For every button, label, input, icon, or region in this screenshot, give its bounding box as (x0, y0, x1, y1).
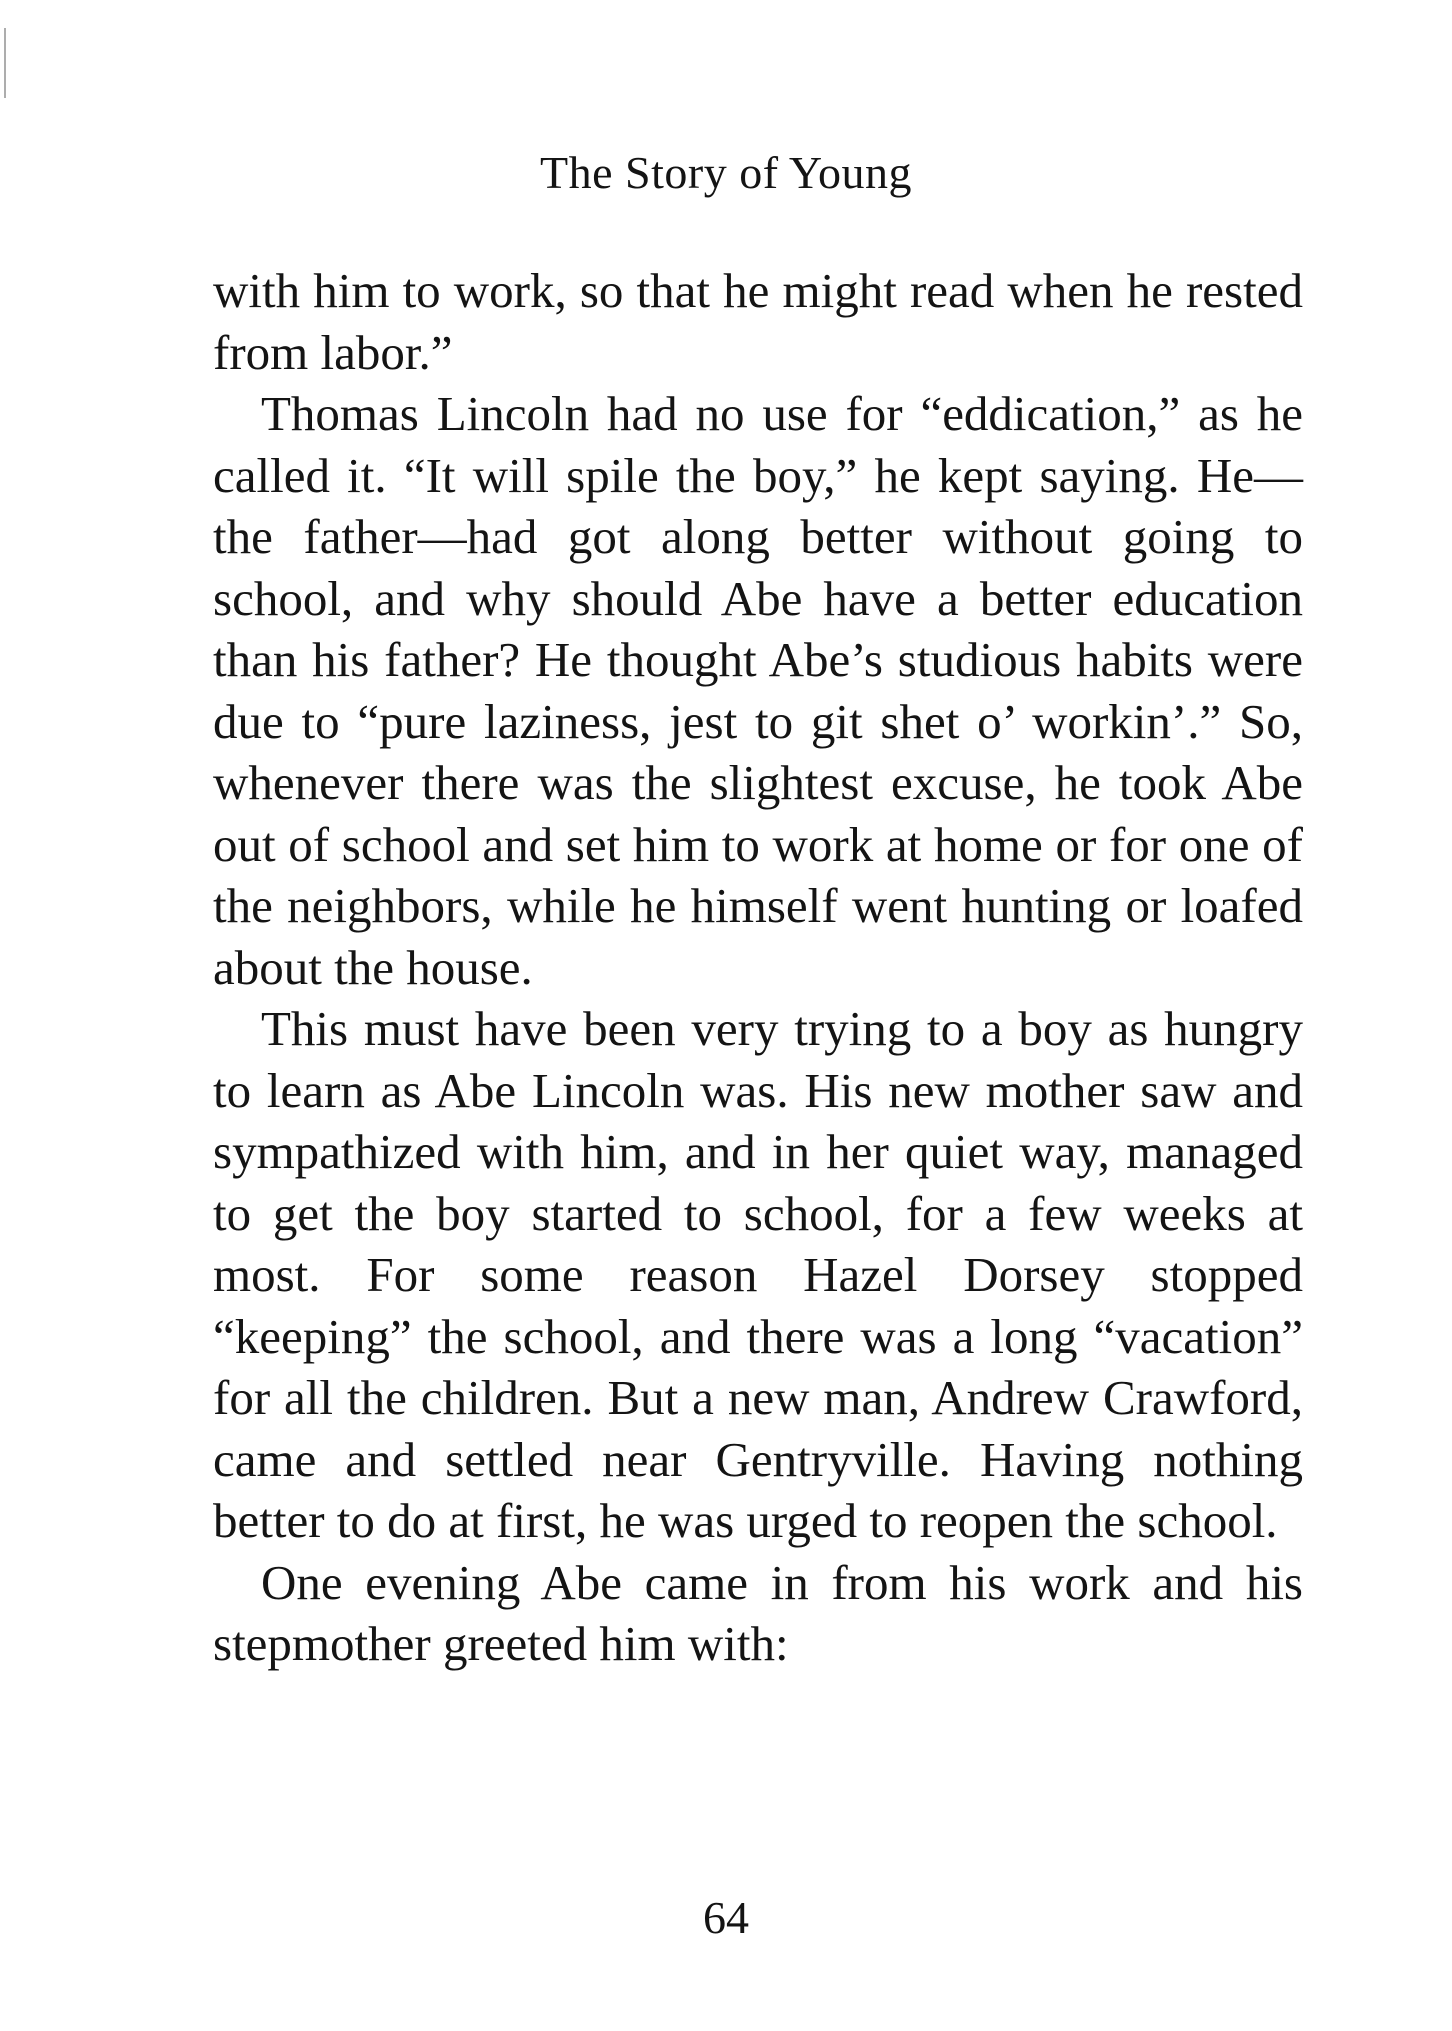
paragraph-one-evening: One evening Abe came in from his work and his stepmother greeted him with: (213, 1554, 1303, 1671)
page-edge-mark (4, 28, 12, 98)
paragraph-continuation: with him to work, so that he might read when he rested from labor.” (213, 263, 1303, 380)
paragraph-new-mother: This must have been very trying to a boy as hungry to learn as Abe Lincoln was. His new mother saw and sympathized with him, and in her quiet way, managed to get the boy started to school, for a few weeks at most. For some reason Hazel Dorsey stopped “keeping” the school, and there was a long “vacation” for all the children. But a new man, Andrew Crawford, came and settled near Gentryville. Having nothing better to do at first, he was urged to reopen the school. (213, 1001, 1303, 1548)
page-number: 64 (703, 1892, 749, 1943)
paragraph-thomas-lincoln: Thomas Lincoln had no use for “eddication,” as he called it. “It will spile the boy,” he kept saying. He—the father—had got along better without going to school, and why should Abe have a better education than his father? He thought Abe’s studious habits were due to “pure laziness, jest to git shet o’ workin’.” So, whenever there was the slightest excuse, he took Abe out of school and set him to work at home or for one of the neighbors, while he himself went hunting or loafed about the house. (213, 386, 1303, 995)
body-text (213, 260, 1303, 1675)
running-head: The Story of Young (540, 147, 912, 198)
